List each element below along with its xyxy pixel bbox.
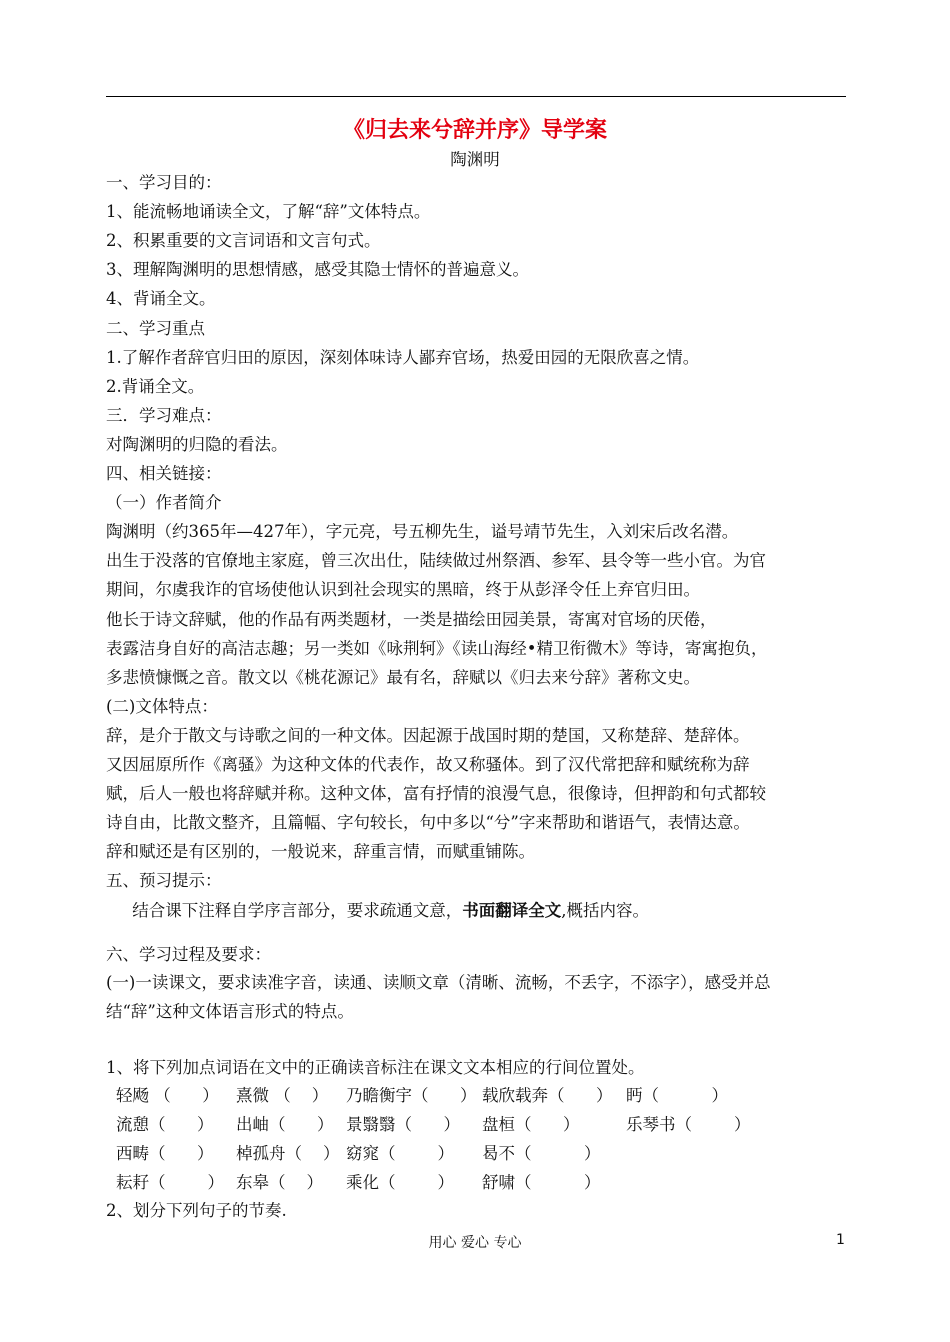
text-line: 1.了解作者辞官归田的原因，深刻体味诗人鄙弃官场，热爱田园的无限欣喜之情。 — [106, 347, 700, 367]
pinyin-exercise-item: 乐琴书（ ） — [626, 1115, 751, 1134]
pinyin-exercise-item: 出岫（ ） — [236, 1115, 334, 1134]
pinyin-exercise-item: 舒啸（ ） — [482, 1173, 601, 1192]
text-line: 二、学习重点 — [106, 318, 205, 338]
text-line: 2.背诵全文。 — [106, 376, 205, 396]
preview-hint-line — [106, 900, 649, 922]
text-line: 期间，尔虞我诈的官场使他认识到社会现实的黑暗，终于从彭泽令任上弃官归田。 — [106, 580, 700, 600]
text-line: 1、能流畅地诵读全文，了解“辞”文体特点。 — [106, 202, 431, 222]
text-line: 对陶渊明的归隐的看法。 — [106, 434, 288, 454]
text-line: 三．学习难点： — [106, 405, 222, 425]
pinyin-exercise-item: 盘桓（ ） — [482, 1115, 580, 1134]
text-line: 出生于没落的官僚地主家庭，曾三次出仕，陆续做过州祭酒、参军、县令等一些小官。为官 — [106, 551, 766, 571]
pinyin-exercise-item: 景翳翳（ ） — [346, 1115, 460, 1134]
pinyin-exercise-item: 轻飏 （ ） — [116, 1086, 219, 1105]
pinyin-exercise-item: 眄（ ） — [626, 1086, 728, 1105]
pinyin-exercise-item: 载欣载奔（ ） — [482, 1086, 613, 1105]
preview-emphasis: 书面翻译全文 — [462, 900, 562, 920]
text-line: 诗自由，比散文整齐，且篇幅、字句较长，句中多以“兮”字来帮助和谐语气，表情达意。 — [106, 813, 750, 833]
pinyin-exercise-item: 耘耔（ ） — [116, 1173, 224, 1192]
text-line: 赋，后人一般也将辞赋并称。这种文体，富有抒情的浪漫气息，很像诗，但押韵和句式都较 — [106, 784, 766, 804]
pinyin-exercise-item: 西畴（ ） — [116, 1144, 214, 1163]
pinyin-exercise-item: 熹微 （ ） — [236, 1086, 329, 1105]
text-line: 又因屈原所作《离骚》为这种文体的代表作，故又称骚体。到了汉代常把辞和赋统称为辞 — [106, 755, 750, 774]
text-line: (一)一读课文，要求读准字音，读通、读顺文章（清晰、流畅，不丢字，不添字），感受并总 — [106, 973, 771, 992]
text-line: 陶渊明（约365年—427年），字元亮，号五柳先生，谥号靖节先生，入刘宋后改名潜。 — [106, 522, 739, 542]
preview-text: 结合课下注释自学序言部分，要求疏通文意， — [106, 900, 463, 920]
document-title: 《归去来兮辞并序》导学案 — [342, 117, 607, 143]
text-line: 一、学习目的： — [106, 173, 222, 192]
text-line: 1、将下列加点词语在文中的正确读音标注在课文文本相应的行间位置处。 — [106, 1058, 645, 1077]
pinyin-exercise-item: 乘化（ ） — [346, 1173, 454, 1192]
document-author: 陶渊明 — [450, 150, 500, 169]
pinyin-exercise-item: 窈窕（ ） — [346, 1144, 454, 1163]
text-line: 2、划分下列句子的节奏. — [106, 1201, 287, 1220]
pinyin-exercise-item: 曷不（ ） — [482, 1144, 601, 1163]
text-line: 多悲愤慷慨之音。散文以《桃花源记》最有名，辞赋以《归去来兮辞》著称文史。 — [106, 667, 700, 687]
text-line: 辞，是介于散文与诗歌之间的一种文体。因起源于战国时期的楚国，又称楚辞、楚辞体。 — [106, 725, 750, 745]
text-line: （一）作者简介 — [106, 493, 222, 513]
text-line: 结“辞”这种文体语言形式的特点。 — [106, 1002, 354, 1021]
text-line: 他长于诗文辞赋，他的作品有两类题材，一类是描绘田园美景，寄寓对官场的厌倦， — [106, 609, 717, 629]
pinyin-exercise-item: 东皋（ ） — [236, 1173, 323, 1192]
pinyin-exercise-item: 棹孤舟（ ） — [236, 1144, 340, 1163]
preview-text-end: ,概括内容。 — [561, 900, 649, 920]
text-line: 四、相关链接： — [106, 464, 222, 483]
text-line: 六、学习过程及要求： — [106, 945, 271, 964]
pinyin-exercise-item: 乃瞻衡宇（ ） — [346, 1086, 477, 1105]
page-number: 1 — [836, 1232, 845, 1248]
text-line: 2、积累重要的文言词语和文言句式。 — [106, 231, 381, 251]
pinyin-exercise-item: 流憩（ ） — [116, 1115, 214, 1134]
text-line: 辞和赋还是有区别的，一般说来，辞重言情，而赋重铺陈。 — [106, 842, 535, 862]
text-line: 五、预习提示： — [106, 871, 222, 891]
text-line: 表露洁身自好的高洁志趣；另一类如《咏荆轲》《读山海经•精卫衔微木》等诗，寄寓抱负， — [106, 638, 768, 658]
text-line: (二)文体特点： — [106, 696, 218, 716]
text-line: 3、理解陶渊明的思想情感，感受其隐士情怀的普遍意义。 — [106, 260, 529, 280]
text-line: 4、背诵全文。 — [106, 289, 216, 309]
page-footer: 用心 爱心 专心 — [428, 1235, 522, 1251]
header-rule — [106, 96, 846, 97]
